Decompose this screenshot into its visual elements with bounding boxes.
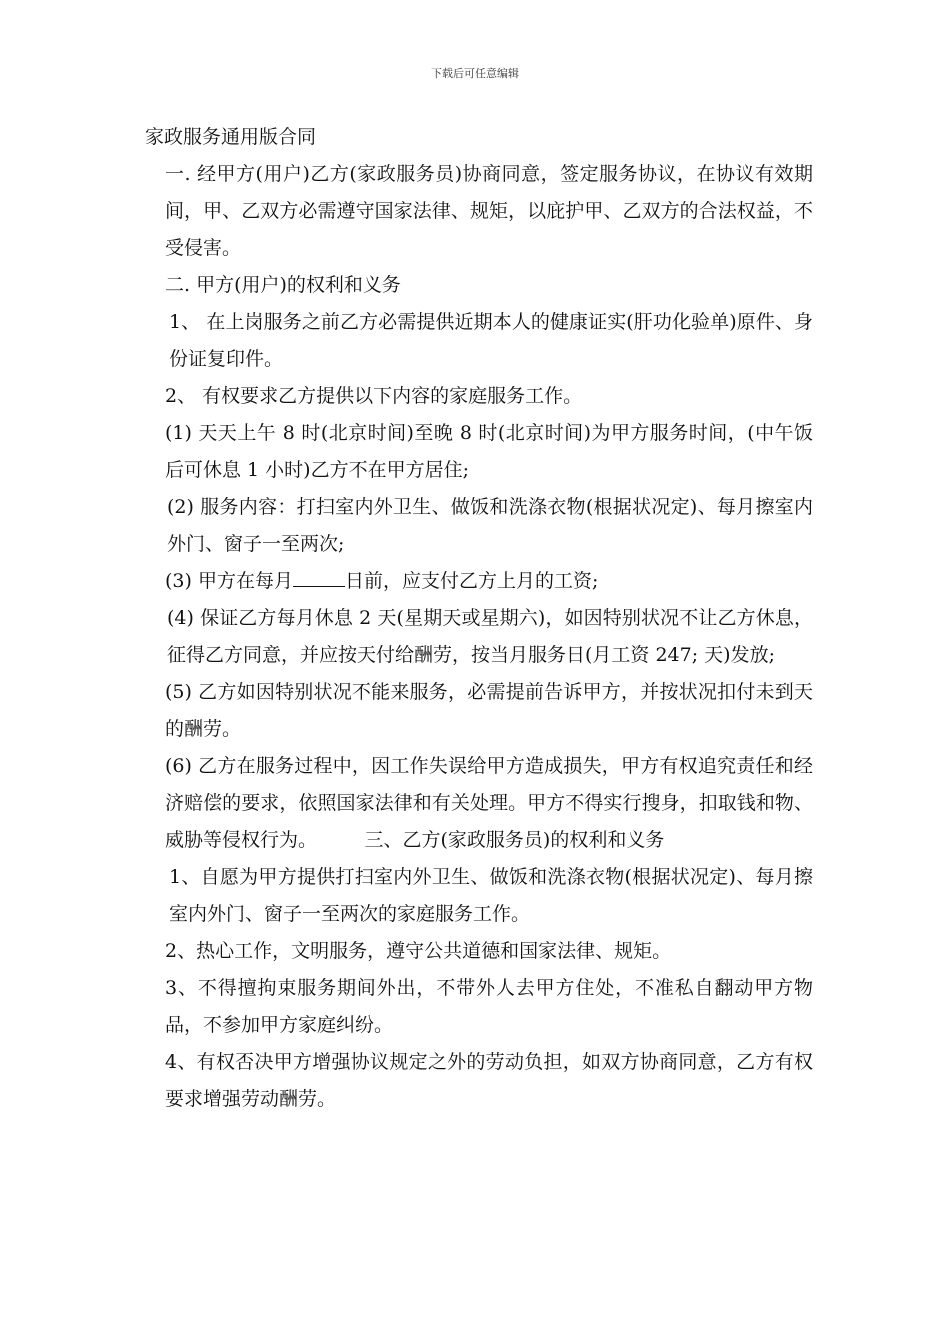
clause-2-2-3 — [145, 563, 813, 600]
page-header-note: 下载后可任意编辑 — [431, 67, 519, 80]
clause-2-2-3-before-blank: (3) 甲方在每月 — [165, 570, 293, 592]
clause-2-2-4: (4) 保证乙方每月休息 2 天(星期天或星期六)，如因特别状况不让乙方休息，征得乙方同意，并应按天付给酬劳，按当月服务日(月工资 247; 天)发放; — [167, 607, 813, 666]
clause-2-2: 2、 有权要求乙方提供以下内容的家庭服务工作。 — [165, 385, 583, 407]
document-body — [145, 119, 813, 1118]
clause-3-2: 2、热心工作，文明服务，遵守公共道德和国家法律、规矩。 — [165, 940, 672, 962]
clause-2-1: 1、 在上岗服务之前乙方必需提供近期本人的健康证实(肝功化验单)原件、身份证复印件。 — [169, 311, 813, 370]
clause-2-2-2: (2) 服务内容：打扫室内外卫生、做饭和洗涤衣物(根据状况定)、每月擦室内外门、窗子一至两次; — [167, 496, 813, 555]
paragraph-section-1: 一. 经甲方(用户)乙方(家政服务员)协商同意，签定服务协议，在协议有效期间，甲、乙双方必需遵守国家法律、规矩，以庇护甲、乙双方的合法权益，不受侵害。 — [165, 163, 813, 259]
clause-2-2-3-after-blank: 日前，应支付乙方上月的工资; — [344, 570, 599, 592]
document-title: 家政服务通用版合同 — [145, 126, 317, 148]
clause-2-2-6: (6) 乙方在服务过程中，因工作失误给甲方造成损失，甲方有权追究责任和经济赔偿的要求，依照国家法律和有关处理。甲方不得实行搜身，扣取钱和物、威胁等侵权行为。 三、乙方(家政服务员)的权利和义务 — [165, 755, 813, 851]
clause-2-2-1: (1) 天天上午 8 时(北京时间)至晚 8 时(北京时间)为甲方服务时间，(中午饭后可休息 1 小时)乙方不在甲方居住; — [165, 422, 813, 481]
fill-in-blank — [293, 569, 345, 587]
section-heading-2: 二. 甲方(用户)的权利和义务 — [165, 274, 401, 296]
clause-3-1: 1、自愿为甲方提供打扫室内外卫生、做饭和洗涤衣物(根据状况定)、每月擦室内外门、窗子一至两次的家庭服务工作。 — [169, 866, 813, 925]
clause-2-2-5: (5) 乙方如因特别状况不能来服务，必需提前告诉甲方，并按状况扣付未到天的酬劳。 — [165, 681, 813, 740]
clause-3-3: 3、不得擅拘束服务期间外出，不带外人去甲方住处，不准私自翻动甲方物品，不参加甲方家庭纠纷。 — [165, 977, 813, 1036]
clause-3-4: 4、有权否决甲方增强协议规定之外的劳动负担，如双方协商同意，乙方有权要求增强劳动酬劳。 — [165, 1051, 813, 1110]
